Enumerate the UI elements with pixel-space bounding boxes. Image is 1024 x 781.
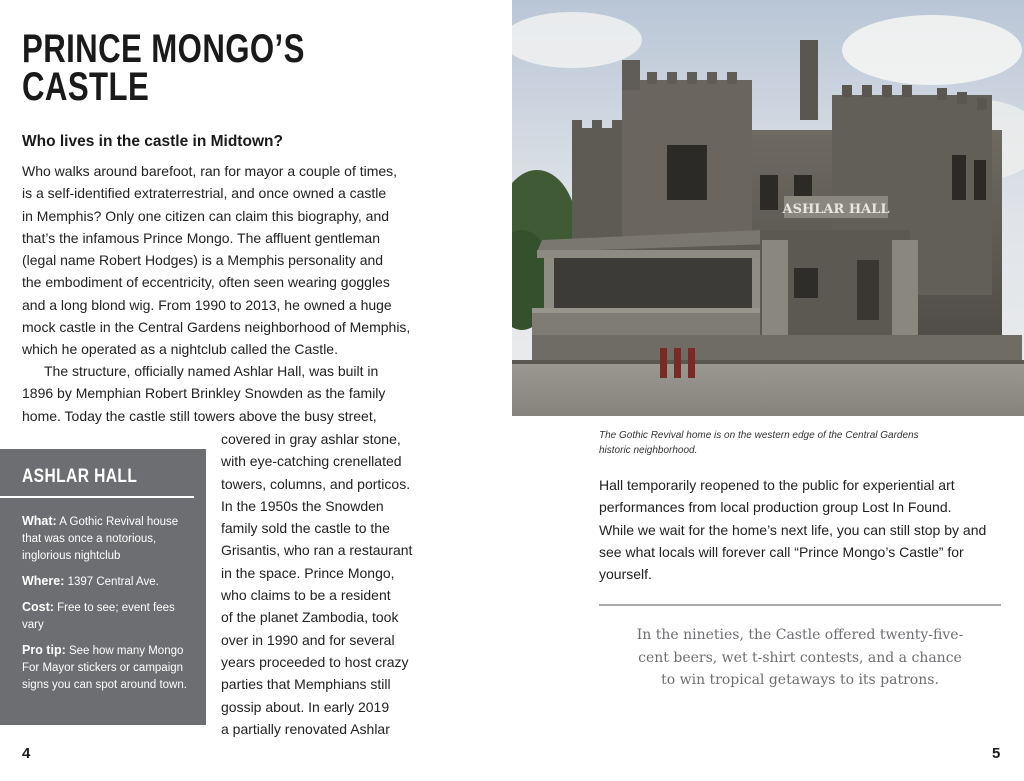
text-line: (legal name Robert Hodges) is a Memphis personality and <box>22 252 384 269</box>
sidebar-divider <box>0 496 194 498</box>
text-line: 1896 by Memphian Robert Brinkley Snowden as the family <box>22 385 386 402</box>
text-line: is a self-identified extraterrestrial, and once owned a castle <box>22 185 387 202</box>
photo-sign-text: ASHLAR HALL <box>782 202 890 217</box>
sidebar-entry-where <box>22 573 190 591</box>
section-subtitle: Who lives in the castle in Midtown? <box>22 133 283 150</box>
text-line: in the space. Prince Mongo, <box>221 564 395 581</box>
text-line: and a long blond wig. From 1990 to 2013, he owned a huge <box>22 296 392 313</box>
sidebar-title: ASHLAR HALL <box>22 466 138 487</box>
castle-photo <box>512 0 1024 416</box>
sidebar-value: See how many Mongo For Mayor stickers or campaign signs you can spot around town. <box>22 645 187 691</box>
sidebar-entry-cost <box>22 599 190 634</box>
right-page <box>512 0 1024 781</box>
text-line: gossip about. In early 2019 <box>221 698 390 715</box>
body-paragraph-2 <box>22 360 430 427</box>
text-line: see what locals will forever call “Prince Mongo’s Castle” for <box>599 543 964 560</box>
sidebar-label: Pro tip: <box>22 643 66 657</box>
body-paragraph-4 <box>599 474 1004 585</box>
sidebar-value: 1397 Central Ave. <box>67 576 159 588</box>
photo-caption <box>599 429 979 458</box>
text-line: covered in gray ashlar stone, <box>221 431 401 447</box>
title-line: CASTLE <box>22 65 150 109</box>
sidebar-value: Free to see; event fees vary <box>22 602 175 631</box>
text-line: Grisantis, who ran a restaurant <box>221 542 413 559</box>
info-sidebar <box>0 449 206 725</box>
page-title <box>22 27 350 109</box>
body-paragraph-1 <box>22 160 430 361</box>
text-line: who claims to be a resident <box>221 587 391 604</box>
text-line: family sold the castle to the <box>221 520 390 537</box>
sidebar-facts <box>22 513 190 702</box>
pull-quote-divider <box>599 604 1001 606</box>
caption-line: historic neighborhood. <box>599 444 698 456</box>
sidebar-label: Cost: <box>22 600 54 614</box>
text-line: over in 1990 and for several <box>221 631 395 648</box>
text-line: yourself. <box>599 566 652 583</box>
text-line: years proceeded to host crazy <box>221 653 409 670</box>
quote-line: cent beers, wet t-shirt contests, and a chance <box>638 649 962 666</box>
text-line: a partially renovated Ashlar <box>221 720 390 737</box>
title-line: PRINCE MONGO’S <box>22 27 305 71</box>
text-line: with eye-catching crenellated <box>221 453 402 470</box>
text-line: mock castle in the Central Gardens neighborhood of Memphis, <box>22 319 411 336</box>
text-line: The structure, officially named Ashlar Hall, was built in <box>44 363 379 379</box>
quote-line: In the nineties, the Castle offered twenty-five- <box>636 627 964 643</box>
text-line: In the 1950s the Snowden <box>221 497 384 514</box>
text-line: of the planet Zambodia, took <box>221 609 399 626</box>
text-line: performances from local production group Lost In Found. <box>599 499 952 516</box>
quote-line: to win tropical getaways to its patrons. <box>661 672 939 688</box>
text-line: that’s the infamous Prince Mongo. The affluent gentleman <box>22 229 381 246</box>
page-number: 4 <box>22 745 31 762</box>
text-line: which he operated as a nightclub called the Castle. <box>22 341 338 358</box>
sidebar-entry-pro-tip <box>22 642 190 694</box>
text-line: parties that Memphians still <box>221 676 391 693</box>
caption-line: The Gothic Revival home is on the western edge of the Central Gardens <box>599 430 919 441</box>
body-paragraph-3 <box>221 428 436 740</box>
text-line: in Memphis? Only one citizen can claim this biography, and <box>22 207 390 224</box>
text-line: home. Today the castle still towers above the busy street, <box>22 407 377 424</box>
text-line: the embodiment of eccentricity, often seen wearing goggles <box>22 274 390 291</box>
sidebar-entry-what <box>22 513 190 565</box>
sidebar-label: Where: <box>22 574 65 588</box>
text-line: Who walks around barefoot, ran for mayor a couple of times, <box>22 163 398 179</box>
text-line: towers, columns, and porticos. <box>221 475 411 492</box>
pull-quote <box>599 624 1001 692</box>
sidebar-value: A Gothic Revival house that was once a notorious, inglorious nightclub <box>22 516 179 562</box>
sidebar-label: What: <box>22 514 57 528</box>
text-line: Hall temporarily reopened to the public for experiential art <box>599 477 955 493</box>
text-line: While we wait for the home’s next life, you can still stop by and <box>599 521 987 538</box>
page-number: 5 <box>992 745 1001 762</box>
